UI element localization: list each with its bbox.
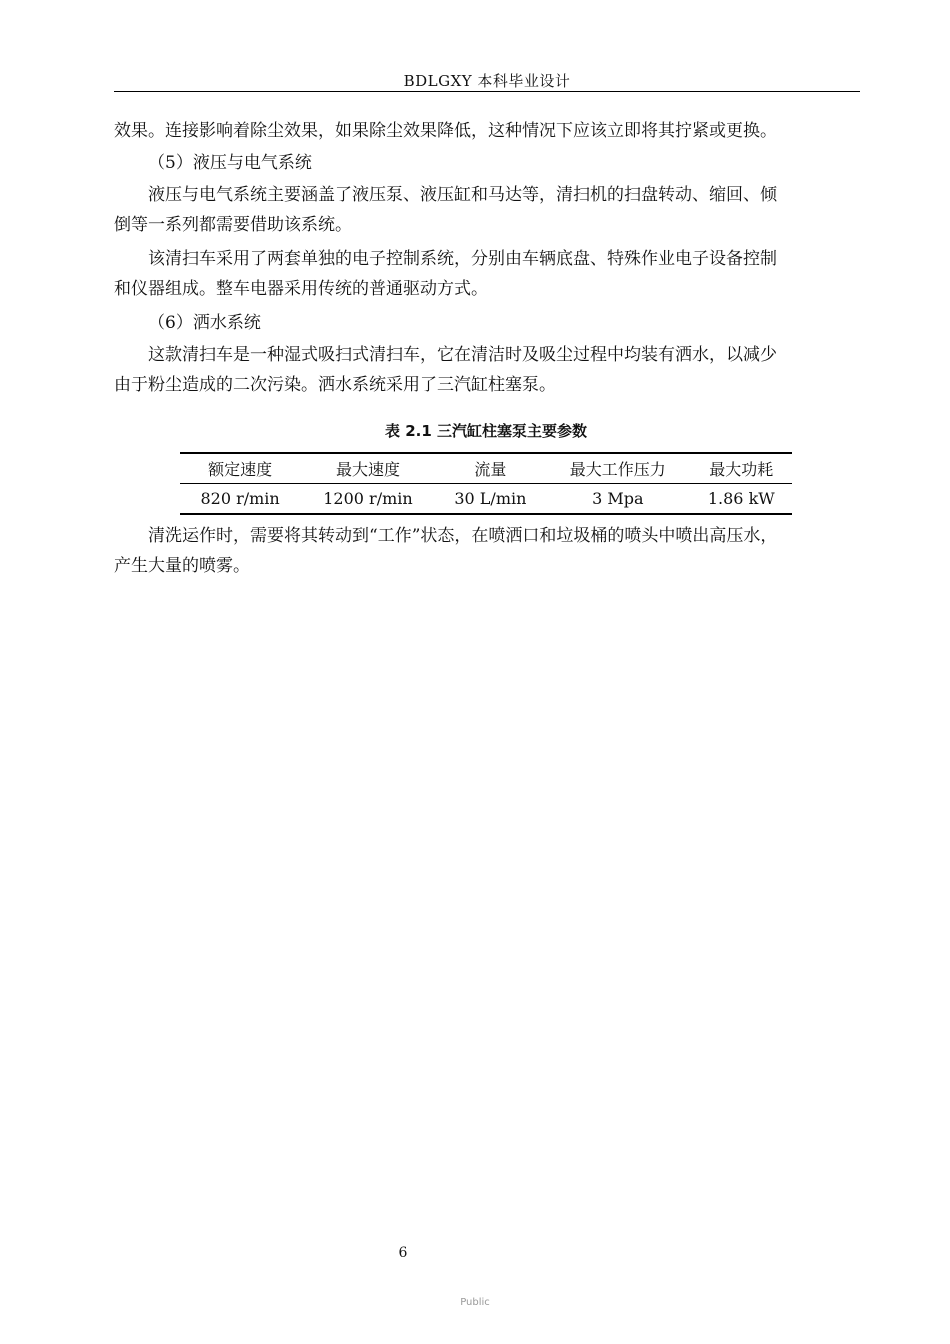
heading-text: （6）洒水系统 <box>148 313 261 333</box>
table-caption: 表 2.1 三汽缸柱塞泵主要参数 <box>384 422 588 440</box>
column-header: 最大速度 <box>335 460 400 479</box>
table-cell: 1200 r/min <box>323 489 413 508</box>
table-cell: 1.86 kW <box>707 489 775 508</box>
table-cell: 3 Mpa <box>592 489 644 508</box>
column-header: 流量 <box>474 460 507 479</box>
classification-label: Public <box>460 1297 490 1308</box>
text-line: 产生大量的喷雾。 <box>114 556 250 576</box>
heading-text: （5）液压与电气系统 <box>148 153 312 173</box>
section-heading-sprinkler <box>114 308 894 338</box>
column-header: 最大功耗 <box>709 460 774 479</box>
section-heading-hydraulic <box>114 148 894 178</box>
table-cell: 820 r/min <box>200 489 280 508</box>
text-line: 这款清扫车是一种湿式吸扫式清扫车，它在清洁时及吸尘过程中均装有洒水，以减少 <box>148 345 777 365</box>
text-line: 倒等一系列都需要借助该系统。 <box>114 215 352 235</box>
paragraph-hydraulic <box>114 180 860 240</box>
text-line: 该清扫车采用了两套单独的电子控制系统，分别由车辆底盘、特殊作业电子设备控制 <box>148 249 777 269</box>
text-line: 和仪器组成。整车电器采用传统的普通驱动方式。 <box>114 279 488 299</box>
text-line: 液压与电气系统主要涵盖了液压泵、液压缸和马达等，清扫机的扫盘转动、缩回、倾 <box>148 185 777 205</box>
table-row <box>180 484 792 515</box>
paragraph-electronic-control <box>114 244 860 304</box>
column-header: 最大工作压力 <box>569 460 666 479</box>
text-line: 由于粉尘造成的二次污染。洒水系统采用了三汽缸柱塞泵。 <box>114 375 556 395</box>
text-line: 清洗运作时，需要将其转动到“工作”状态，在喷洒口和垃圾桶的喷头中喷出高压水， <box>148 526 778 546</box>
table-header-row <box>180 453 792 484</box>
running-header: BDLGXY 本科毕业设计 <box>403 72 571 90</box>
text-line: 效果。连接影响着除尘效果，如果除尘效果降低，这种情况下应该立即将其拧紧或更换。 <box>114 121 777 141</box>
paragraph-cleaning-operation <box>114 521 860 581</box>
table-cell: 30 L/min <box>454 489 527 508</box>
column-header: 额定速度 <box>208 460 273 479</box>
pump-parameters-table <box>180 452 792 515</box>
paragraph-sprinkler <box>114 340 860 400</box>
paragraph-dust-effect <box>114 116 860 146</box>
page-number: 6 <box>398 1245 408 1261</box>
header-rule <box>114 91 860 92</box>
